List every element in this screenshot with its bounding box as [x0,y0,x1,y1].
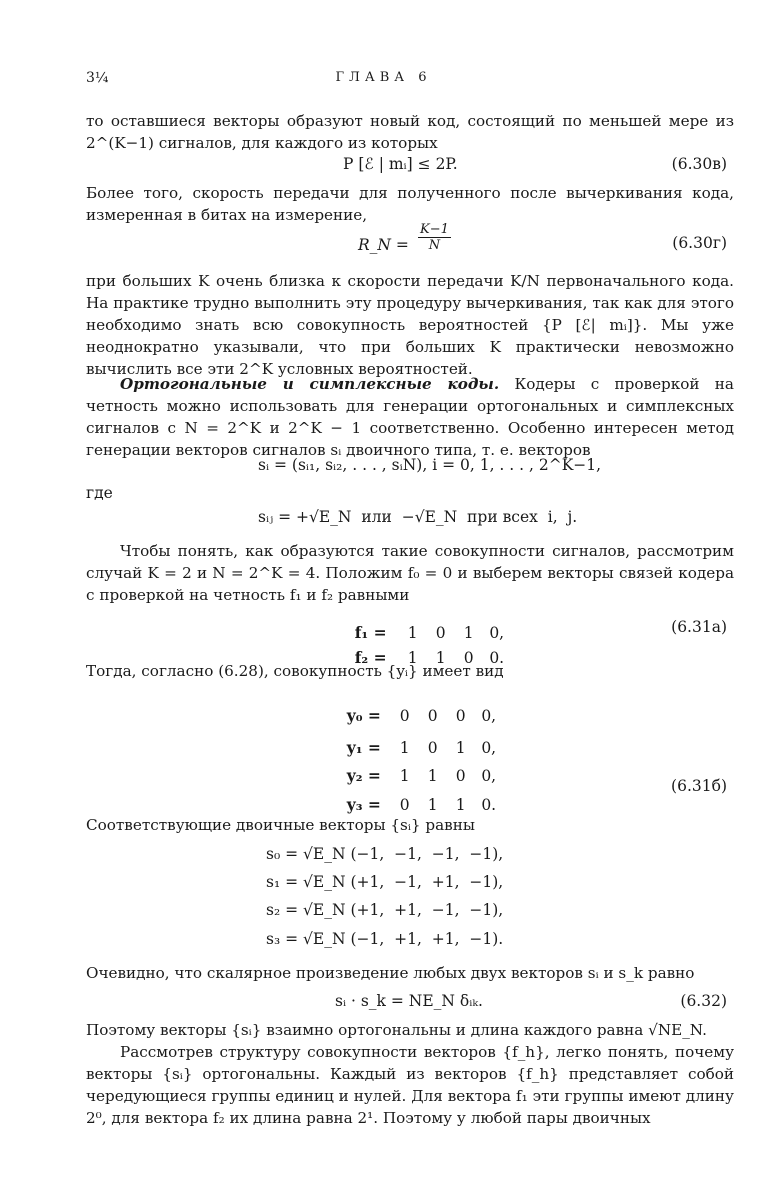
matrix-6-31a-row-2: f₂ = 1 1 0 0. [354,648,505,667]
paragraph-4 [86,373,734,461]
equation-sij: sᵢⱼ = +√E_N или −√E_N при всех i, j. [258,508,578,526]
section-title: Ортогональные и симплексные коды. [120,375,500,393]
paragraph-3: при больших K очень близка к скорости передачи K/N первоначального кода. На практике трудно выполнить эту процедуру вычеркивания, так как для этого необходимо знать всю совокупность вероятностей {P [ℰ| mᵢ]}. Мы уже неоднократно указывали, что при больших K практически невозможно вычислить все эти 2^K условных вероятностей. [86,272,734,378]
equation-6-30g-fraction [418,222,451,253]
equation-6-32: sᵢ · s_k = NE_N δᵢₖ. [335,992,483,1010]
equation-6-30g-lhs: R_N = [358,236,409,254]
row-name: f₁ = [354,623,387,642]
paragraph-5: Чтобы понять, как образуются такие совокупности сигналов, рассмотрим случай K = 2 и N = 2^K = 4. Положим f₀ = 0 и выберем векторы связей кодера с проверкой на четность f₁ и f₂ равными [86,542,734,604]
paragraph-2: Более того, скорость передачи для полученного после вычеркивания кода, измеренная в битах на измерение, [86,184,734,224]
fraction-numerator: K−1 [420,222,449,237]
equation-6-30v: P [ℰ | mᵢ] ≤ 2P. [343,155,458,173]
paragraph-1: то оставшиеся векторы образуют новый код, состоящий по меньшей мере из 2^(K−1) сигналов, для каждого из которых [86,112,734,152]
page-number: 3¼ [86,70,109,86]
equation-label-6-30g: (6.30г) [672,234,727,252]
chapter-header: ГЛАВА 6 [335,70,432,85]
matrix-6-31b-row-2: y₁ = 1 0 1 0, [346,738,497,757]
vector-s0: s₀ = √E_N (−1, −1, −1, −1), [266,845,504,863]
fraction-denominator: N [428,238,441,253]
vector-s1: s₁ = √E_N (+1, −1, +1, −1), [266,873,504,891]
paragraph-6: Тогда, согласно (6.28), совокупность {yᵢ} имеет вид [86,662,504,680]
vector-s2: s₂ = √E_N (+1, +1, −1, −1), [266,901,504,919]
vector-s3: s₃ = √E_N (−1, +1, +1, −1). [266,930,504,948]
paragraph-10: Рассмотрев структуру совокупности векторов {f_h}, легко понять, почему векторы {sᵢ} ортогональны. Каждый из векторов {f_h} представляет собой чередующиеся группы единиц и нулей. Для вектора f₁ эти группы имеют длину 2⁰, для вектора f₂ их длина равна 2¹. Поэтому у любой пары двоичных [86,1043,734,1127]
row-name: f₂ = [354,648,387,667]
matrix-6-31b-row-4: y₃ = 0 1 1 0. [346,795,497,814]
matrix-6-31b-row-3: y₂ = 1 1 0 0, [346,766,497,785]
paragraph-4-text: Кодеры с проверкой на четность можно использовать для генерации ортогональных и симплексных сигналов с N = 2^K и 2^K − 1 соответственно. Особенно интересен метод генерации векторов сигналов sᵢ двоичного типа, т. е. векторов [86,375,734,459]
equation-label-6-31b: (6.31б) [671,777,727,795]
where-text: где [86,484,113,502]
equation-label-6-30v: (6.30в) [671,155,727,173]
equation-label-6-31a: (6.31а) [671,618,727,636]
paragraph-7: Соответствующие двоичные векторы {sᵢ} равны [86,816,475,834]
equation-si: sᵢ = (sᵢ₁, sᵢ₂, . . . , sᵢN), i = 0, 1, . . . , 2^K−1, [258,456,602,474]
paragraph-9: Поэтому векторы {sᵢ} взаимно ортогональны и длина каждого равна √NE_N. [86,1021,707,1039]
equation-label-6-32: (6.32) [680,992,727,1010]
paragraph-8: Очевидно, что скалярное произведение любых двух векторов sᵢ и s_k равно [86,964,695,982]
matrix-6-31a-row-1: f₁ = 1 0 1 0, [354,623,505,642]
matrix-6-31b-row-1: y₀ = 0 0 0 0, [346,706,497,725]
